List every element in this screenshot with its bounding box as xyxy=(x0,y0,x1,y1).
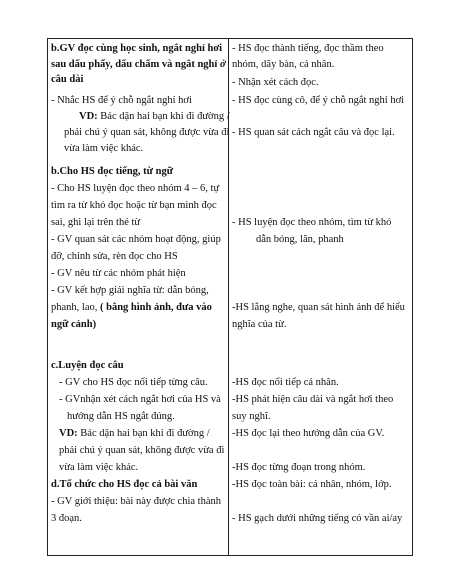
left-line: vừa làm việc khác. xyxy=(59,462,139,473)
right-line: -HS phát hiện câu dài và ngắt hơi theo xyxy=(232,394,394,405)
right-line: -HS đọc từng đoạn trong nhóm. xyxy=(232,462,366,473)
right-line: -HS đọc lại theo hướng dẫn của GV. xyxy=(232,428,385,439)
right-line: nghĩa của từ. xyxy=(232,319,287,330)
left-line: đỡ, chỉnh sửa, rèn đọc cho HS xyxy=(51,251,178,262)
right-line: - HS luyện đọc theo nhóm, tìm từ khó xyxy=(232,217,392,228)
right-line: - HS gạch dưới những tiếng có vần ai/ay xyxy=(232,513,403,524)
right-line: nhóm, dãy bàn, cá nhân. xyxy=(232,58,335,70)
right-line: - Nhận xét cách đọc. xyxy=(232,77,319,88)
left-line: sai, ghi lại trên thẻ từ xyxy=(51,217,141,228)
right-line: - HS quan sát cách ngắt câu và đọc lại. xyxy=(232,127,395,138)
section-b2-heading: b.Cho HS đọc tiếng, từ ngữ xyxy=(51,166,173,177)
right-line: - HS đọc cùng cô, để ý chỗ ngắt nghỉ hơi xyxy=(232,95,405,106)
right-line: suy nghĩ. xyxy=(232,411,271,422)
section-c-heading: c.Luyện đọc câu xyxy=(51,360,124,371)
example-line: VD: Bác dặn hai bạn khi đi đường / xyxy=(79,111,230,122)
section-b-heading-line2: sau dấu phẩy, dấu chấm và ngắt nghỉ ở xyxy=(51,58,226,70)
example-line: VD: Bác dặn hai bạn khi đi đường / xyxy=(59,428,210,439)
right-line: - HS đọc thành tiếng, đọc thầm theo xyxy=(232,43,384,54)
left-line: hướng dẫn HS ngắt đúng. xyxy=(67,411,175,422)
left-line: phải chú ý quan sát, không được vừa đi xyxy=(59,445,225,456)
left-line: - Cho HS luyện đọc theo nhóm 4 – 6, tự xyxy=(51,183,220,194)
left-line: - GVnhận xét cách ngắt hơi của HS và xyxy=(59,394,221,405)
left-line: - GV giới thiệu: bài này được chia thành xyxy=(51,496,221,507)
left-line: - Nhắc HS để ý chỗ ngắt nghỉ hơi xyxy=(51,95,192,106)
left-line: ngữ cảnh) xyxy=(51,319,97,330)
left-line: phải chú ý quan sát, không được vừa đi xyxy=(64,127,230,138)
right-line: -HS đọc nối tiếp cá nhân. xyxy=(232,377,339,388)
right-line: dẫn bóng, lăn, phanh xyxy=(256,234,344,245)
section-b-heading-line1: b.GV đọc cùng học sinh, ngắt nghỉ hơi xyxy=(51,43,223,54)
section-b-heading-line3: câu dài xyxy=(51,74,84,86)
right-line: -HS đọc toàn bài: cá nhân, nhóm, lớp. xyxy=(232,479,392,490)
right-line: -HS lắng nghe, quan sát hình ảnh để hiểu xyxy=(232,302,405,313)
section-d-heading: d.Tổ chức cho HS đọc cả bài văn xyxy=(51,479,198,490)
left-line: phanh, lao, ( bằng hình ảnh, đưa vào xyxy=(51,302,212,313)
left-line: tìm ra từ khó đọc hoặc từ bạn mình đọc xyxy=(51,200,217,211)
left-line: 3 đoạn. xyxy=(51,513,82,524)
left-line: - GV quan sát các nhóm hoạt động, giúp xyxy=(51,234,221,245)
left-line: - GV cho HS đọc nối tiếp từng câu. xyxy=(59,377,208,388)
left-line: vừa làm việc khác. xyxy=(64,143,144,154)
left-line: - GV nêu từ các nhóm phát hiện xyxy=(51,268,186,279)
left-line: - GV kết hợp giải nghĩa từ: dẫn bóng, xyxy=(51,285,209,296)
lesson-table xyxy=(47,38,413,556)
